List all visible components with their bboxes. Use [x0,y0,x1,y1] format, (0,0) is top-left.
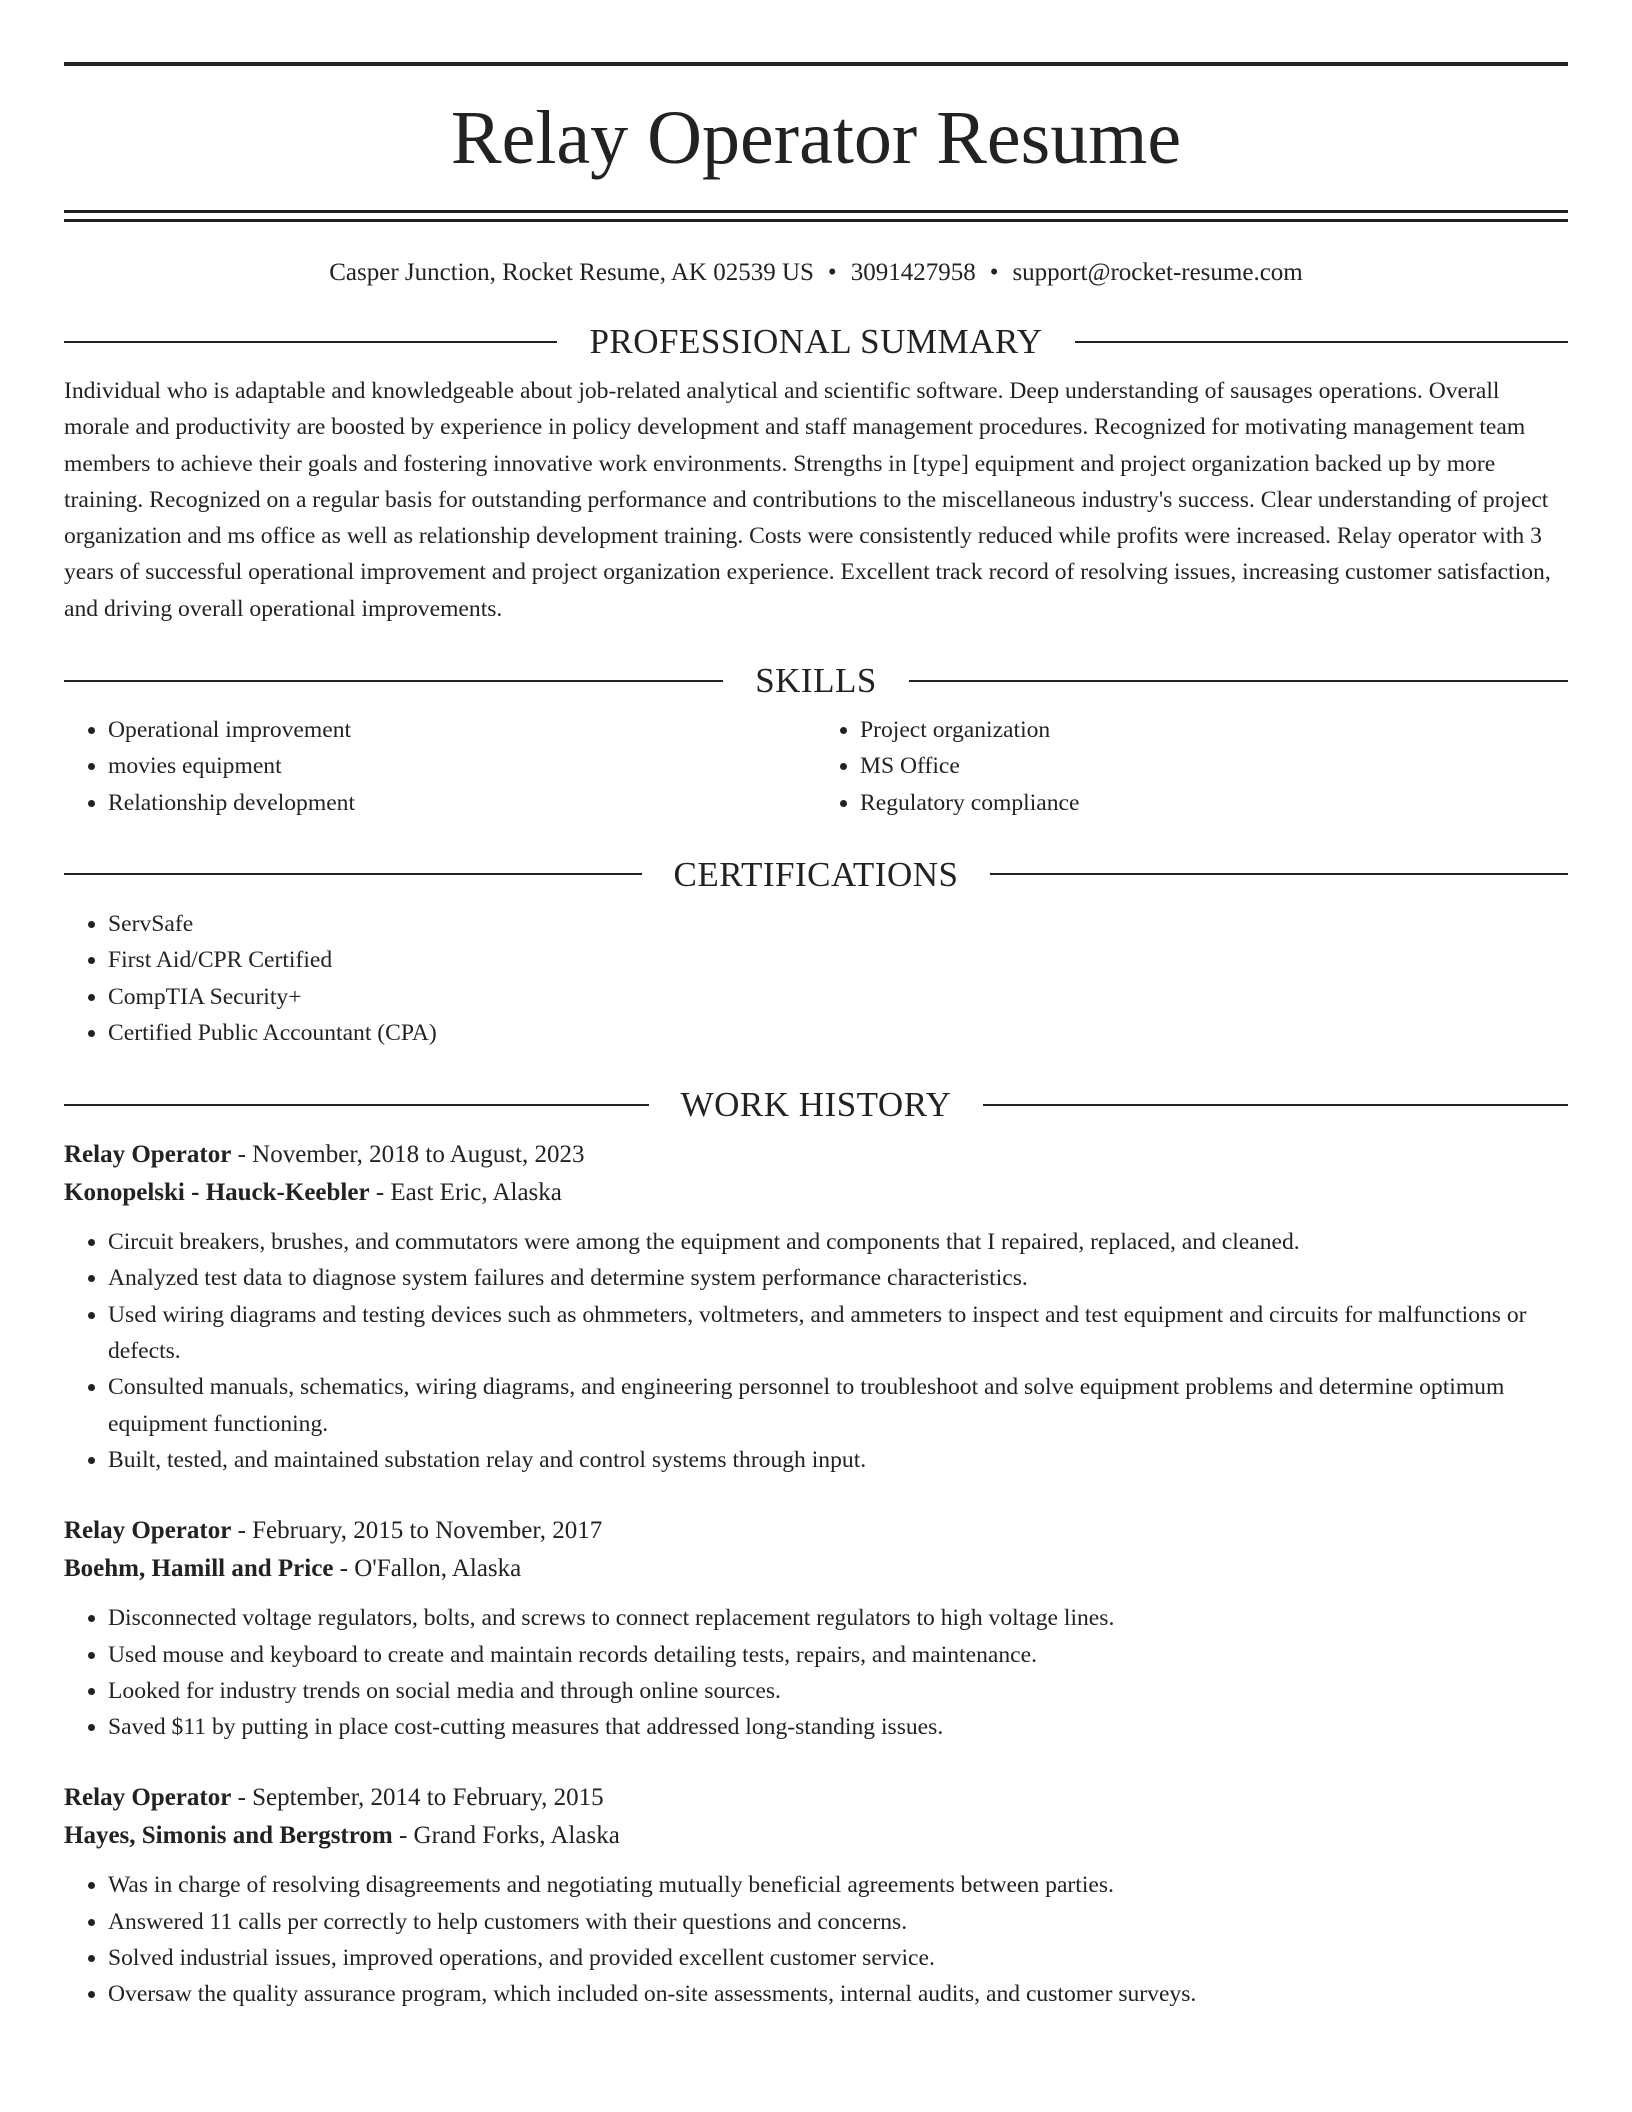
summary-text: Individual who is adaptable and knowledgeable about job-related analytical and scientific software. Deep understanding of sausages operations. Overall morale and productivity are boosted by experience in policy development and staff management procedures. Recognized for motivating management team members to achieve their goals and fostering innovative work environments. Strengths in [type] equipment and project organization backed up by more training. Recognized on a regular basis for outstanding performance and contributions to the miscellaneous industry's success. Clear understanding of project organization and ms office as well as relationship development training. Costs were consistently reduced while profits were increased. Relay operator with 3 years of successful operational improvement and project organization experience. Excellent track record of resolving issues, increasing customer satisfaction, and driving overall operational improvements. [64,378,1551,622]
job-bullet: • Used mouse and keyboard to create and maintain records detailing tests, repairs, and maintenance. [108,1637,1568,1673]
contact-phone: 3091427958 [850,259,976,286]
job-title: Relay Operator [64,1517,232,1545]
section-heading-work-history [64,1085,1568,1125]
page-title: Relay Operator Resume [450,96,1182,180]
heading-label: PROFESSIONAL SUMMARY [589,322,1043,361]
resume-page [64,62,1568,2013]
job-title-line [64,1779,1568,1817]
skill-item: • Regulatory compliance [860,785,1568,821]
job-bullet: • Consulted manuals, schematics, wiring diagrams, and engineering personnel to troubleshoot and solve equipment problems and determine optimum equipment functioning. [108,1369,1568,1442]
heading-rule [990,873,1568,875]
job-entry [64,1136,1568,1478]
job-title-line [64,1136,1568,1174]
job-bullet: • Saved $11 by putting in place cost-cutting measures that addressed long-standing issues. [108,1709,1568,1745]
heading-label: SKILLS [755,661,877,701]
job-bullet: • Solved industrial issues, improved operations, and provided excellent customer service. [108,1940,1568,1976]
contact-address: Casper Junction, Rocket Resume, AK 02539 US [329,259,814,286]
job-company-line [64,1174,1568,1212]
certification-item: • First Aid/CPR Certified [108,942,1568,978]
job-company: Konopelski - Hauck-Keebler [64,1179,370,1207]
contact-separator: • [827,259,837,286]
certifications-list [64,906,1568,1051]
job-dates: - November, 2018 to August, 2023 [231,1141,585,1169]
skills-column-left [64,712,816,821]
job-location: - East Eric, Alaska [369,1179,562,1207]
job-dates: - September, 2014 to February, 2015 [231,1784,604,1812]
skills-list [64,712,1568,821]
contact-email: support@rocket-resume.com [1012,259,1303,286]
job-bullets [64,1224,1568,1478]
skill-item: • Project organization [860,712,1568,748]
job-bullet: • Answered 11 calls per correctly to help customers with their questions and concerns. [108,1904,1568,1940]
heading-label: WORK HISTORY [680,1085,952,1125]
skill-item: • Relationship development [108,785,816,821]
heading-rule [983,1104,1568,1106]
job-company: Boehm, Hamill and Price [64,1555,334,1583]
job-bullet: • Disconnected voltage regulators, bolts, and screws to connect replacement regulators to high voltage lines. [108,1600,1568,1636]
contact-separator: • [989,259,999,286]
heading-rule [64,1104,649,1106]
job-title: Relay Operator [64,1141,232,1169]
job-title-line [64,1512,1568,1550]
contact-line [64,258,1568,288]
job-bullet: • Oversaw the quality assurance program, which included on-site assessments, internal audits, and customer surveys. [108,1976,1568,2012]
title-bottom-rule [64,210,1568,222]
job-title: Relay Operator [64,1784,232,1812]
skill-item: • MS Office [860,748,1568,784]
heading-rule [64,680,723,682]
job-entry [64,1779,1568,2012]
job-bullets [64,1600,1568,1745]
certification-item: • ServSafe [108,906,1568,942]
skill-item: • Operational improvement [108,712,816,748]
job-entry [64,1512,1568,1745]
job-company-line [64,1817,1568,1855]
job-company: Hayes, Simonis and Bergstrom [64,1822,393,1850]
certification-item: • Certified Public Accountant (CPA) [108,1015,1568,1051]
section-heading-skills [64,661,1568,701]
skills-column-right [816,712,1568,821]
job-bullet: • Circuit breakers, brushes, and commutators were among the equipment and components that I repaired, replaced, and cleaned. [108,1224,1568,1260]
section-heading-summary [64,324,1568,359]
section-heading-certifications [64,854,1568,894]
job-location: - O'Fallon, Alaska [333,1555,522,1583]
heading-rule [64,341,557,343]
job-bullet: • Used wiring diagrams and testing devices such as ohmmeters, voltmeters, and ammeters to inspect and test equipment and circuits for malfunctions or defects. [108,1297,1568,1370]
heading-rule [1075,341,1568,343]
job-bullet: • Looked for industry trends on social media and through online sources. [108,1673,1568,1709]
job-bullet: • Built, tested, and maintained substation relay and control systems through input. [108,1442,1568,1478]
title-top-rule [64,62,1568,66]
heading-label: CERTIFICATIONS [673,854,959,894]
heading-rule [64,873,642,875]
job-company-line [64,1550,1568,1588]
job-bullets [64,1867,1568,2012]
skill-item: • movies equipment [108,748,816,784]
certification-item: • CompTIA Security+ [108,979,1568,1015]
heading-rule [909,680,1568,682]
job-location: - Grand Forks, Alaska [392,1822,620,1850]
job-dates: - February, 2015 to November, 2017 [231,1517,603,1545]
job-bullet: • Analyzed test data to diagnose system failures and determine system performance characteristics. [108,1260,1568,1296]
job-bullet: • Was in charge of resolving disagreements and negotiating mutually beneficial agreements between parties. [108,1867,1568,1903]
